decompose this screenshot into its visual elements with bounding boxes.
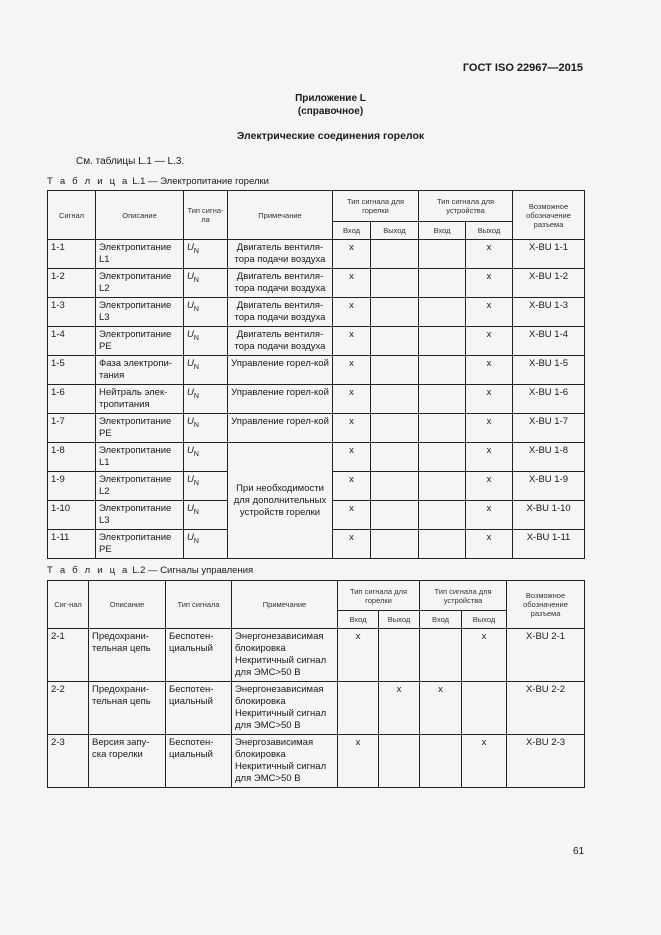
description-cell: Фаза электропи-тания	[96, 356, 184, 385]
description-cell: Электропитание L1	[96, 443, 184, 472]
device-output-cell: x	[466, 298, 513, 327]
header-note: Примечание	[232, 581, 338, 629]
note-cell: Энергонезависимая блокировка Некритичный сигнал для ЭМС>50 В	[232, 682, 338, 735]
signal-type-subscript: N	[193, 479, 199, 487]
burner-input-cell: x	[333, 298, 371, 327]
burner-output-cell	[379, 735, 420, 788]
connector-cell: X-BU 1-11	[513, 530, 585, 559]
device-output-cell: x	[466, 385, 513, 414]
signal-type-letter: U	[187, 503, 194, 514]
signal-cell: 1-4	[48, 327, 96, 356]
signal-type-letter: U	[187, 445, 194, 456]
connector-cell: X-BU 2-1	[507, 629, 585, 682]
burner-input-cell: x	[333, 443, 371, 472]
signal-type-cell: Беспотен-циальный	[166, 629, 232, 682]
standard-number: ГОСТ ISO 22967—2015	[462, 62, 583, 74]
burner-input-cell: x	[333, 269, 371, 298]
connector-cell: X-BU 1-9	[513, 472, 585, 501]
description-cell: Электропитание L3	[96, 501, 184, 530]
device-output-cell: x	[466, 414, 513, 443]
note-cell: Управление горел-кой	[228, 385, 333, 414]
device-output-cell: x	[466, 501, 513, 530]
device-output-cell: x	[466, 472, 513, 501]
signal-type-cell	[184, 269, 228, 298]
description-cell: Электропитание PE	[96, 327, 184, 356]
device-input-cell	[419, 472, 466, 501]
page-number: 61	[573, 846, 585, 857]
signal-type-cell	[184, 472, 228, 501]
burner-output-cell: x	[379, 682, 420, 735]
header-signal: Сигнал	[48, 191, 96, 240]
burner-input-cell: x	[333, 414, 371, 443]
signal-cell: 1-11	[48, 530, 96, 559]
burner-output-cell	[371, 414, 419, 443]
signal-type-subscript: N	[193, 276, 199, 284]
device-output-cell: x	[462, 735, 507, 788]
device-input-cell	[419, 298, 466, 327]
header-device-output: Выход	[462, 611, 507, 629]
burner-input-cell: x	[333, 501, 371, 530]
connector-cell: X-BU 1-10	[513, 501, 585, 530]
connector-cell: X-BU 1-7	[513, 414, 585, 443]
signal-type-cell	[184, 356, 228, 385]
device-output-cell	[462, 682, 507, 735]
table2-caption	[47, 565, 253, 576]
note-cell: Двигатель вентиля-тора подачи воздуха	[228, 240, 333, 269]
description-cell: Электропитание L2	[96, 472, 184, 501]
signal-type-cell	[184, 385, 228, 414]
signal-type-letter: U	[187, 271, 194, 282]
signal-type-cell	[184, 327, 228, 356]
header-burner-signal-type: Тип сигнала для горелки	[333, 191, 419, 222]
device-input-cell	[419, 414, 466, 443]
burner-input-cell: x	[333, 240, 371, 269]
signal-type-subscript: N	[193, 305, 199, 313]
burner-output-cell	[379, 629, 420, 682]
burner-input-cell: x	[333, 327, 371, 356]
burner-output-cell	[371, 472, 419, 501]
signal-cell: 1-10	[48, 501, 96, 530]
table2-caption-text: L.2 — Сигналы управления	[132, 565, 254, 576]
note-cell: Энергозависимая блокировка Некритичный сигнал для ЭМС>50 В	[232, 735, 338, 788]
connector-cell: X-BU 1-4	[513, 327, 585, 356]
burner-output-cell	[371, 269, 419, 298]
section-title: Электрические соединения горелок	[236, 130, 425, 142]
signal-type-cell	[184, 298, 228, 327]
signal-type-subscript: N	[193, 421, 199, 429]
description-cell: Версия запу-ска горелки	[89, 735, 166, 788]
connector-cell: X-BU 1-8	[513, 443, 585, 472]
header-device-output: Выход	[466, 222, 513, 240]
table-row	[48, 629, 585, 682]
signal-type-cell	[184, 414, 228, 443]
connector-cell: X-BU 1-2	[513, 269, 585, 298]
description-cell: Предохрани-тельная цепь	[89, 629, 166, 682]
note-cell: Двигатель вентиля-тора подачи воздуха	[228, 298, 333, 327]
device-output-cell: x	[466, 269, 513, 298]
signal-type-letter: U	[187, 300, 194, 311]
header-signal-type: Тип сигнала	[166, 581, 232, 629]
device-input-cell	[419, 356, 466, 385]
header-device-input: Вход	[420, 611, 462, 629]
signal-cell: 1-9	[48, 472, 96, 501]
description-cell: Предохрани-тельная цепь	[89, 682, 166, 735]
table-row	[48, 735, 585, 788]
signal-type-subscript: N	[193, 247, 199, 255]
signal-type-letter: U	[187, 532, 194, 543]
burner-input-cell: x	[333, 472, 371, 501]
note-cell: Энергонезависимая блокировка Некритичный сигнал для ЭМС>50 В	[232, 629, 338, 682]
note-cell: Двигатель вентиля-тора подачи воздуха	[228, 327, 333, 356]
description-cell: Электропитание PE	[96, 414, 184, 443]
burner-output-cell	[371, 327, 419, 356]
burner-input-cell: x	[333, 385, 371, 414]
table2-caption-prefix: Т а б л и ц а	[47, 565, 130, 576]
signal-cell: 2-2	[48, 682, 89, 735]
table-row	[48, 385, 585, 414]
table1-caption	[47, 176, 269, 187]
signal-cell: 1-3	[48, 298, 96, 327]
description-cell: Нейтраль элек-тропитания	[96, 385, 184, 414]
table-row	[48, 443, 585, 472]
header-device-input: Вход	[419, 222, 466, 240]
signal-cell: 1-7	[48, 414, 96, 443]
burner-output-cell	[371, 298, 419, 327]
annex-heading	[0, 92, 661, 118]
burner-output-cell	[371, 356, 419, 385]
device-input-cell	[420, 735, 462, 788]
note-cell-merged: При необходимости для дополнительных устройств горелки	[228, 443, 333, 559]
header-burner-output: Выход	[371, 222, 419, 240]
note-cell: Двигатель вентиля-тора подачи воздуха	[228, 269, 333, 298]
burner-output-cell	[371, 530, 419, 559]
device-input-cell	[420, 629, 462, 682]
burner-input-cell: x	[338, 735, 379, 788]
device-input-cell: x	[420, 682, 462, 735]
table-row	[48, 269, 585, 298]
note-cell: Управление горел-кой	[228, 356, 333, 385]
burner-output-cell	[371, 501, 419, 530]
device-input-cell	[419, 530, 466, 559]
table-row	[48, 356, 585, 385]
signal-type-letter: U	[187, 387, 194, 398]
table-row	[48, 298, 585, 327]
device-output-cell: x	[466, 443, 513, 472]
signal-cell: 1-1	[48, 240, 96, 269]
note-cell: Управление горел-кой	[228, 414, 333, 443]
see-tables-text: См. таблицы L.1 — L.3.	[76, 156, 185, 167]
device-input-cell	[419, 327, 466, 356]
table-control-signals	[47, 580, 585, 788]
signal-type-subscript: N	[193, 508, 199, 516]
signal-cell: 1-5	[48, 356, 96, 385]
connector-cell: X-BU 1-3	[513, 298, 585, 327]
header-device-signal-type: Тип сигнала для устройства	[420, 581, 507, 611]
device-output-cell: x	[466, 327, 513, 356]
signal-type-subscript: N	[193, 334, 199, 342]
header-description: Описание	[96, 191, 184, 240]
connector-cell: X-BU 1-6	[513, 385, 585, 414]
signal-type-cell	[184, 530, 228, 559]
device-output-cell: x	[462, 629, 507, 682]
device-input-cell	[419, 385, 466, 414]
signal-cell: 1-6	[48, 385, 96, 414]
header-connector: Возможное обозначение разъема	[507, 581, 585, 629]
signal-type-letter: U	[187, 329, 194, 340]
description-cell: Электропитание L2	[96, 269, 184, 298]
header-burner-input: Вход	[338, 611, 379, 629]
burner-input-cell	[338, 682, 379, 735]
header-signal: Сиг-нал	[48, 581, 89, 629]
signal-type-cell	[184, 443, 228, 472]
signal-type-letter: U	[187, 474, 194, 485]
burner-output-cell	[371, 385, 419, 414]
header-description: Описание	[89, 581, 166, 629]
burner-input-cell: x	[338, 629, 379, 682]
signal-type-letter: U	[187, 416, 194, 427]
annex-type: (справочное)	[297, 106, 364, 117]
signal-cell: 2-3	[48, 735, 89, 788]
header-burner-signal-type: Тип сигнала для горелки	[338, 581, 420, 611]
signal-type-cell	[184, 240, 228, 269]
connector-cell: X-BU 2-2	[507, 682, 585, 735]
header-burner-input: Вход	[333, 222, 371, 240]
table-power-supply	[47, 190, 585, 559]
signal-type-cell	[184, 501, 228, 530]
header-signal-type: Тип сигна-ла	[184, 191, 228, 240]
device-output-cell: x	[466, 356, 513, 385]
signal-cell: 1-8	[48, 443, 96, 472]
device-input-cell	[419, 501, 466, 530]
description-cell: Электропитание L3	[96, 298, 184, 327]
header-connector: Возможное обозначение разъема	[513, 191, 585, 240]
header-burner-output: Выход	[379, 611, 420, 629]
signal-cell: 1-2	[48, 269, 96, 298]
device-input-cell	[419, 240, 466, 269]
signal-cell: 2-1	[48, 629, 89, 682]
annex-title: Приложение L	[295, 93, 366, 104]
signal-type-cell: Беспотен-циальный	[166, 682, 232, 735]
table-row	[48, 682, 585, 735]
table1-caption-prefix: Т а б л и ц а	[47, 176, 130, 187]
burner-output-cell	[371, 443, 419, 472]
signal-type-subscript: N	[193, 392, 199, 400]
device-input-cell	[419, 269, 466, 298]
signal-type-subscript: N	[193, 537, 199, 545]
connector-cell: X-BU 1-1	[513, 240, 585, 269]
connector-cell: X-BU 1-5	[513, 356, 585, 385]
table-row	[48, 240, 585, 269]
header-device-signal-type: Тип сигнала для устройства	[419, 191, 513, 222]
device-input-cell	[419, 443, 466, 472]
table1-caption-text: L.1 — Электропитание горелки	[132, 176, 269, 187]
description-cell: Электропитание L1	[96, 240, 184, 269]
table-row	[48, 327, 585, 356]
device-output-cell: x	[466, 530, 513, 559]
header-note: Примечание	[228, 191, 333, 240]
description-cell: Электропитание PE	[96, 530, 184, 559]
table-row	[48, 414, 585, 443]
signal-type-letter: U	[187, 242, 194, 253]
burner-output-cell	[371, 240, 419, 269]
signal-type-subscript: N	[193, 450, 199, 458]
signal-type-letter: U	[187, 358, 194, 369]
burner-input-cell: x	[333, 530, 371, 559]
connector-cell: X-BU 2-3	[507, 735, 585, 788]
signal-type-subscript: N	[193, 363, 199, 371]
burner-input-cell: x	[333, 356, 371, 385]
device-output-cell: x	[466, 240, 513, 269]
signal-type-cell: Беспотен-циальный	[166, 735, 232, 788]
